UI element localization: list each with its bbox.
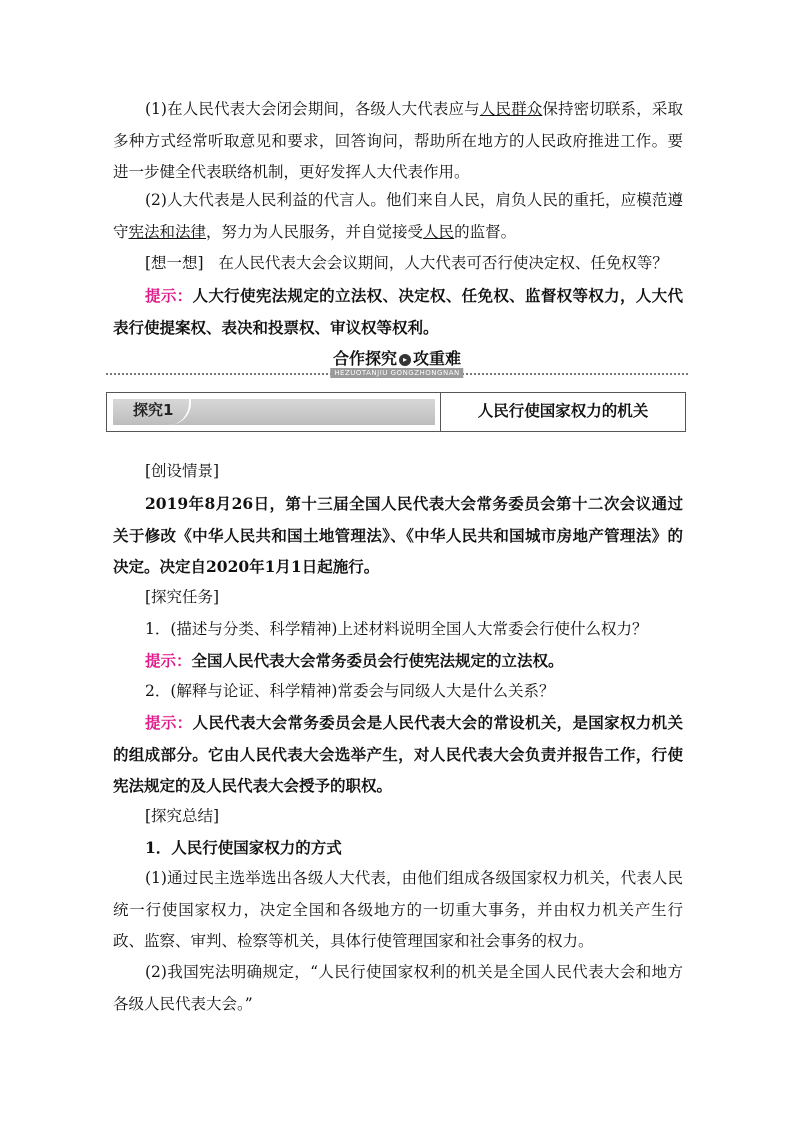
task-question-2: 2．(解释与论证、科学精神)常委会与同级人大是什么关系？ xyxy=(145,682,555,700)
section-banner xyxy=(106,348,688,378)
underlined-term: 人民 xyxy=(423,222,455,241)
task-hint-1: 提示：全国人民代表大会常务委员会行使宪法规定的立法权。 xyxy=(145,651,564,670)
inquiry-title: 人民行使国家权力的机关 xyxy=(477,401,649,420)
paragraph-representative: (2)人大代表是人民利益的代言人。他们来自人民，肩负人民的重托，应模范遵守宪法和法律，努力为人民服务，并自觉接受人民的监督。 xyxy=(113,191,683,241)
summary-label: [探究总结] xyxy=(145,807,220,825)
inquiry-tab-label: 探究1 xyxy=(125,397,191,425)
task-hint-2: 提示：人民代表大会常务委员会是人民代表大会的常设机关，是国家权力机关的组成部分。它由人民代表大会选举产生，对人民代表大会负责并报告工作，行使宪法规定的及人民代表大会授予的职权。 xyxy=(113,713,683,795)
summary-point-2: (2)我国宪法明确规定，“人民行使国家权利的机关是全国人民代表大会和地方各级人民代表大会。” xyxy=(113,963,683,1013)
task-label: [探究任务] xyxy=(145,588,220,606)
paragraph-liaison: (1)在人民代表大会闭会期间，各级人大代表应与人民群众保持密切联系，采取多种方式经常听取意见和要求，回答询问，帮助所在地方的人民政府推进工作。要进一步健全代表联络机制，更好发挥人大代表作用。 xyxy=(113,100,683,181)
summary-point-1: (1)通过民主选举选出各级人大代表，由他们组成各级国家权力机关，代表人民统一行使国家权力，决定全国和各级地方的一切重大事务，并由权力机关产生行政、监察、审判、检察等机关，具体行使管理国家和社会事务的权力。 xyxy=(113,869,683,950)
underlined-term: 宪法和法律 xyxy=(128,222,207,241)
banner-title: 合作探究 ▸ 攻重难 xyxy=(332,349,462,368)
banner-pinyin: HEZUOTANJIU GONGZHONGNAN xyxy=(330,368,463,378)
task-question-1: 1．(描述与分类、科学精神)上述材料说明全国人大常委会行使什么权力？ xyxy=(145,620,648,638)
scene-label: [创设情景] xyxy=(145,462,220,480)
think-question: [想一想] 在人民代表大会会议期间，人大代表可否行使决定权、任免权等？ xyxy=(145,254,668,272)
underlined-term: 人民群众 xyxy=(479,100,543,118)
scene-text: 2019年8月26日，第十三届全国人民代表大会常务委员会第十二次会议通过关于修改《中华人民共和国土地管理法》、《中华人民共和国城市房地产管理法》的决定。决定自2020年1月1日起施行。 xyxy=(113,494,683,576)
summary-heading: 1．人民行使国家权力的方式 xyxy=(145,838,342,857)
arrow-dot-icon: ▸ xyxy=(399,354,411,366)
hint-answer: 提示：人大行使宪法规定的立法权、决定权、任免权、监督权等权力，人大代表行使提案权、表决和投票权、审议权等权利。 xyxy=(113,286,683,337)
inquiry-header xyxy=(106,392,686,432)
inquiry-tab-area xyxy=(113,399,435,425)
